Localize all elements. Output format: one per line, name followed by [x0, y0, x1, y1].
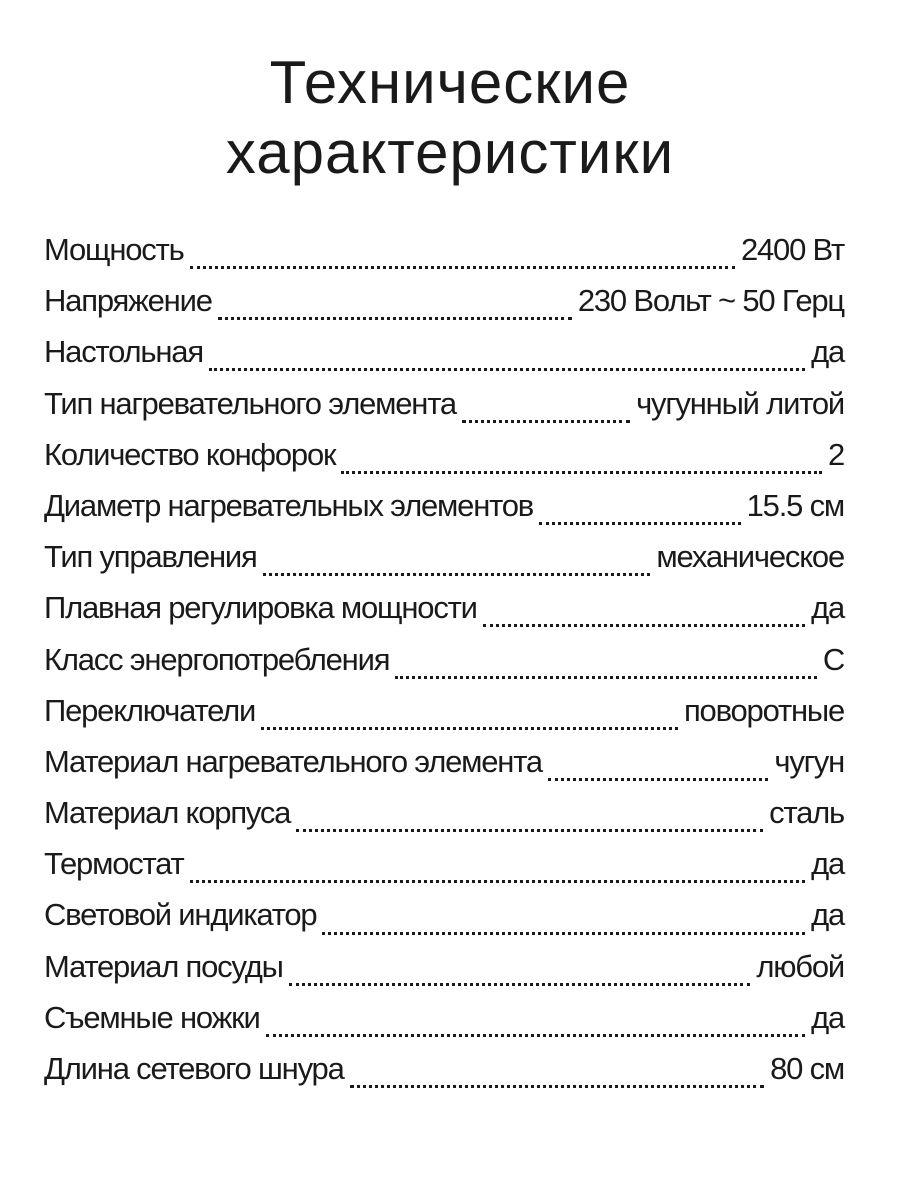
spec-value: механическое [656, 539, 844, 575]
title-line-1: Технические [269, 49, 631, 116]
dot-leader [296, 829, 763, 832]
dot-leader [539, 522, 741, 525]
spec-label: Класс энергопотребления [44, 641, 390, 677]
spec-row-element-diameter [44, 488, 844, 539]
spec-label: Термостат [44, 846, 184, 882]
spec-row-body-material [44, 795, 844, 846]
spec-label: Мощность [44, 232, 184, 267]
spec-value: 2400 Вт [740, 232, 844, 267]
spec-row-switches [44, 693, 844, 744]
spec-label: Световой индикатор [44, 897, 317, 933]
dot-leader [395, 676, 817, 679]
spec-row-smooth-power [44, 590, 844, 641]
spec-row-removable-feet [44, 1000, 844, 1051]
spec-value: С [822, 641, 844, 677]
spec-label: Диаметр нагревательных элементов [44, 487, 534, 523]
spec-label: Настольная [44, 334, 203, 370]
spec-value: да [811, 334, 844, 370]
spec-value: чугунный литой [636, 385, 844, 421]
dot-leader [218, 317, 572, 320]
spec-value: чугун [774, 743, 844, 779]
spec-value: поворотные [683, 692, 844, 728]
spec-value: сталь [769, 795, 844, 831]
spec-row-power [44, 232, 844, 283]
dot-leader [263, 573, 651, 576]
dot-leader [209, 368, 805, 371]
spec-list [44, 232, 844, 1102]
spec-label: Переключатели [44, 692, 256, 728]
spec-label: Плавная регулировка мощности [44, 590, 477, 626]
spec-row-cord-length [44, 1051, 844, 1102]
dot-leader [350, 1085, 764, 1088]
spec-row-tabletop [44, 334, 844, 385]
title-line-2: характеристики [225, 119, 675, 186]
spec-row-control-type [44, 539, 844, 590]
spec-value: да [811, 590, 844, 626]
spec-label: Материал нагревательного элемента [44, 743, 542, 779]
spec-label: Длина сетевого шнура [44, 1051, 344, 1086]
spec-label: Количество конфорок [44, 436, 336, 472]
dot-leader [266, 1034, 805, 1037]
spec-row-indicator-light [44, 897, 844, 948]
dot-leader [289, 983, 751, 986]
spec-row-element-material [44, 744, 844, 795]
spec-value: да [811, 897, 844, 933]
spec-row-energy-class [44, 642, 844, 693]
spec-row-voltage [44, 283, 844, 334]
dot-leader [341, 471, 822, 474]
dot-leader [190, 266, 735, 269]
spec-value: 15.5 см [746, 487, 844, 523]
spec-row-cookware-material [44, 949, 844, 1000]
spec-row-thermostat [44, 846, 844, 897]
spec-value: 230 Вольт ~ 50 Герц [577, 283, 844, 319]
spec-value: любой [756, 948, 844, 984]
spec-value: да [811, 846, 844, 882]
dot-leader [261, 727, 678, 730]
spec-label: Тип управления [44, 539, 257, 575]
dot-leader [548, 778, 769, 781]
dot-leader [190, 880, 806, 883]
spec-label: Тип нагревательного элемента [44, 385, 456, 421]
spec-label: Съемные ножки [44, 999, 260, 1035]
spec-value: 80 см [770, 1051, 844, 1086]
spec-value: 2 [827, 436, 844, 472]
spec-label: Материал посуды [44, 948, 283, 984]
spec-label: Материал корпуса [44, 795, 291, 831]
dot-leader [483, 624, 805, 627]
spec-row-heating-element-type [44, 386, 844, 437]
spec-row-burner-count [44, 437, 844, 488]
spec-label: Напряжение [44, 283, 212, 319]
dot-leader [322, 932, 805, 935]
spec-value: да [811, 999, 844, 1035]
dot-leader [462, 420, 630, 423]
page-title [0, 48, 900, 188]
